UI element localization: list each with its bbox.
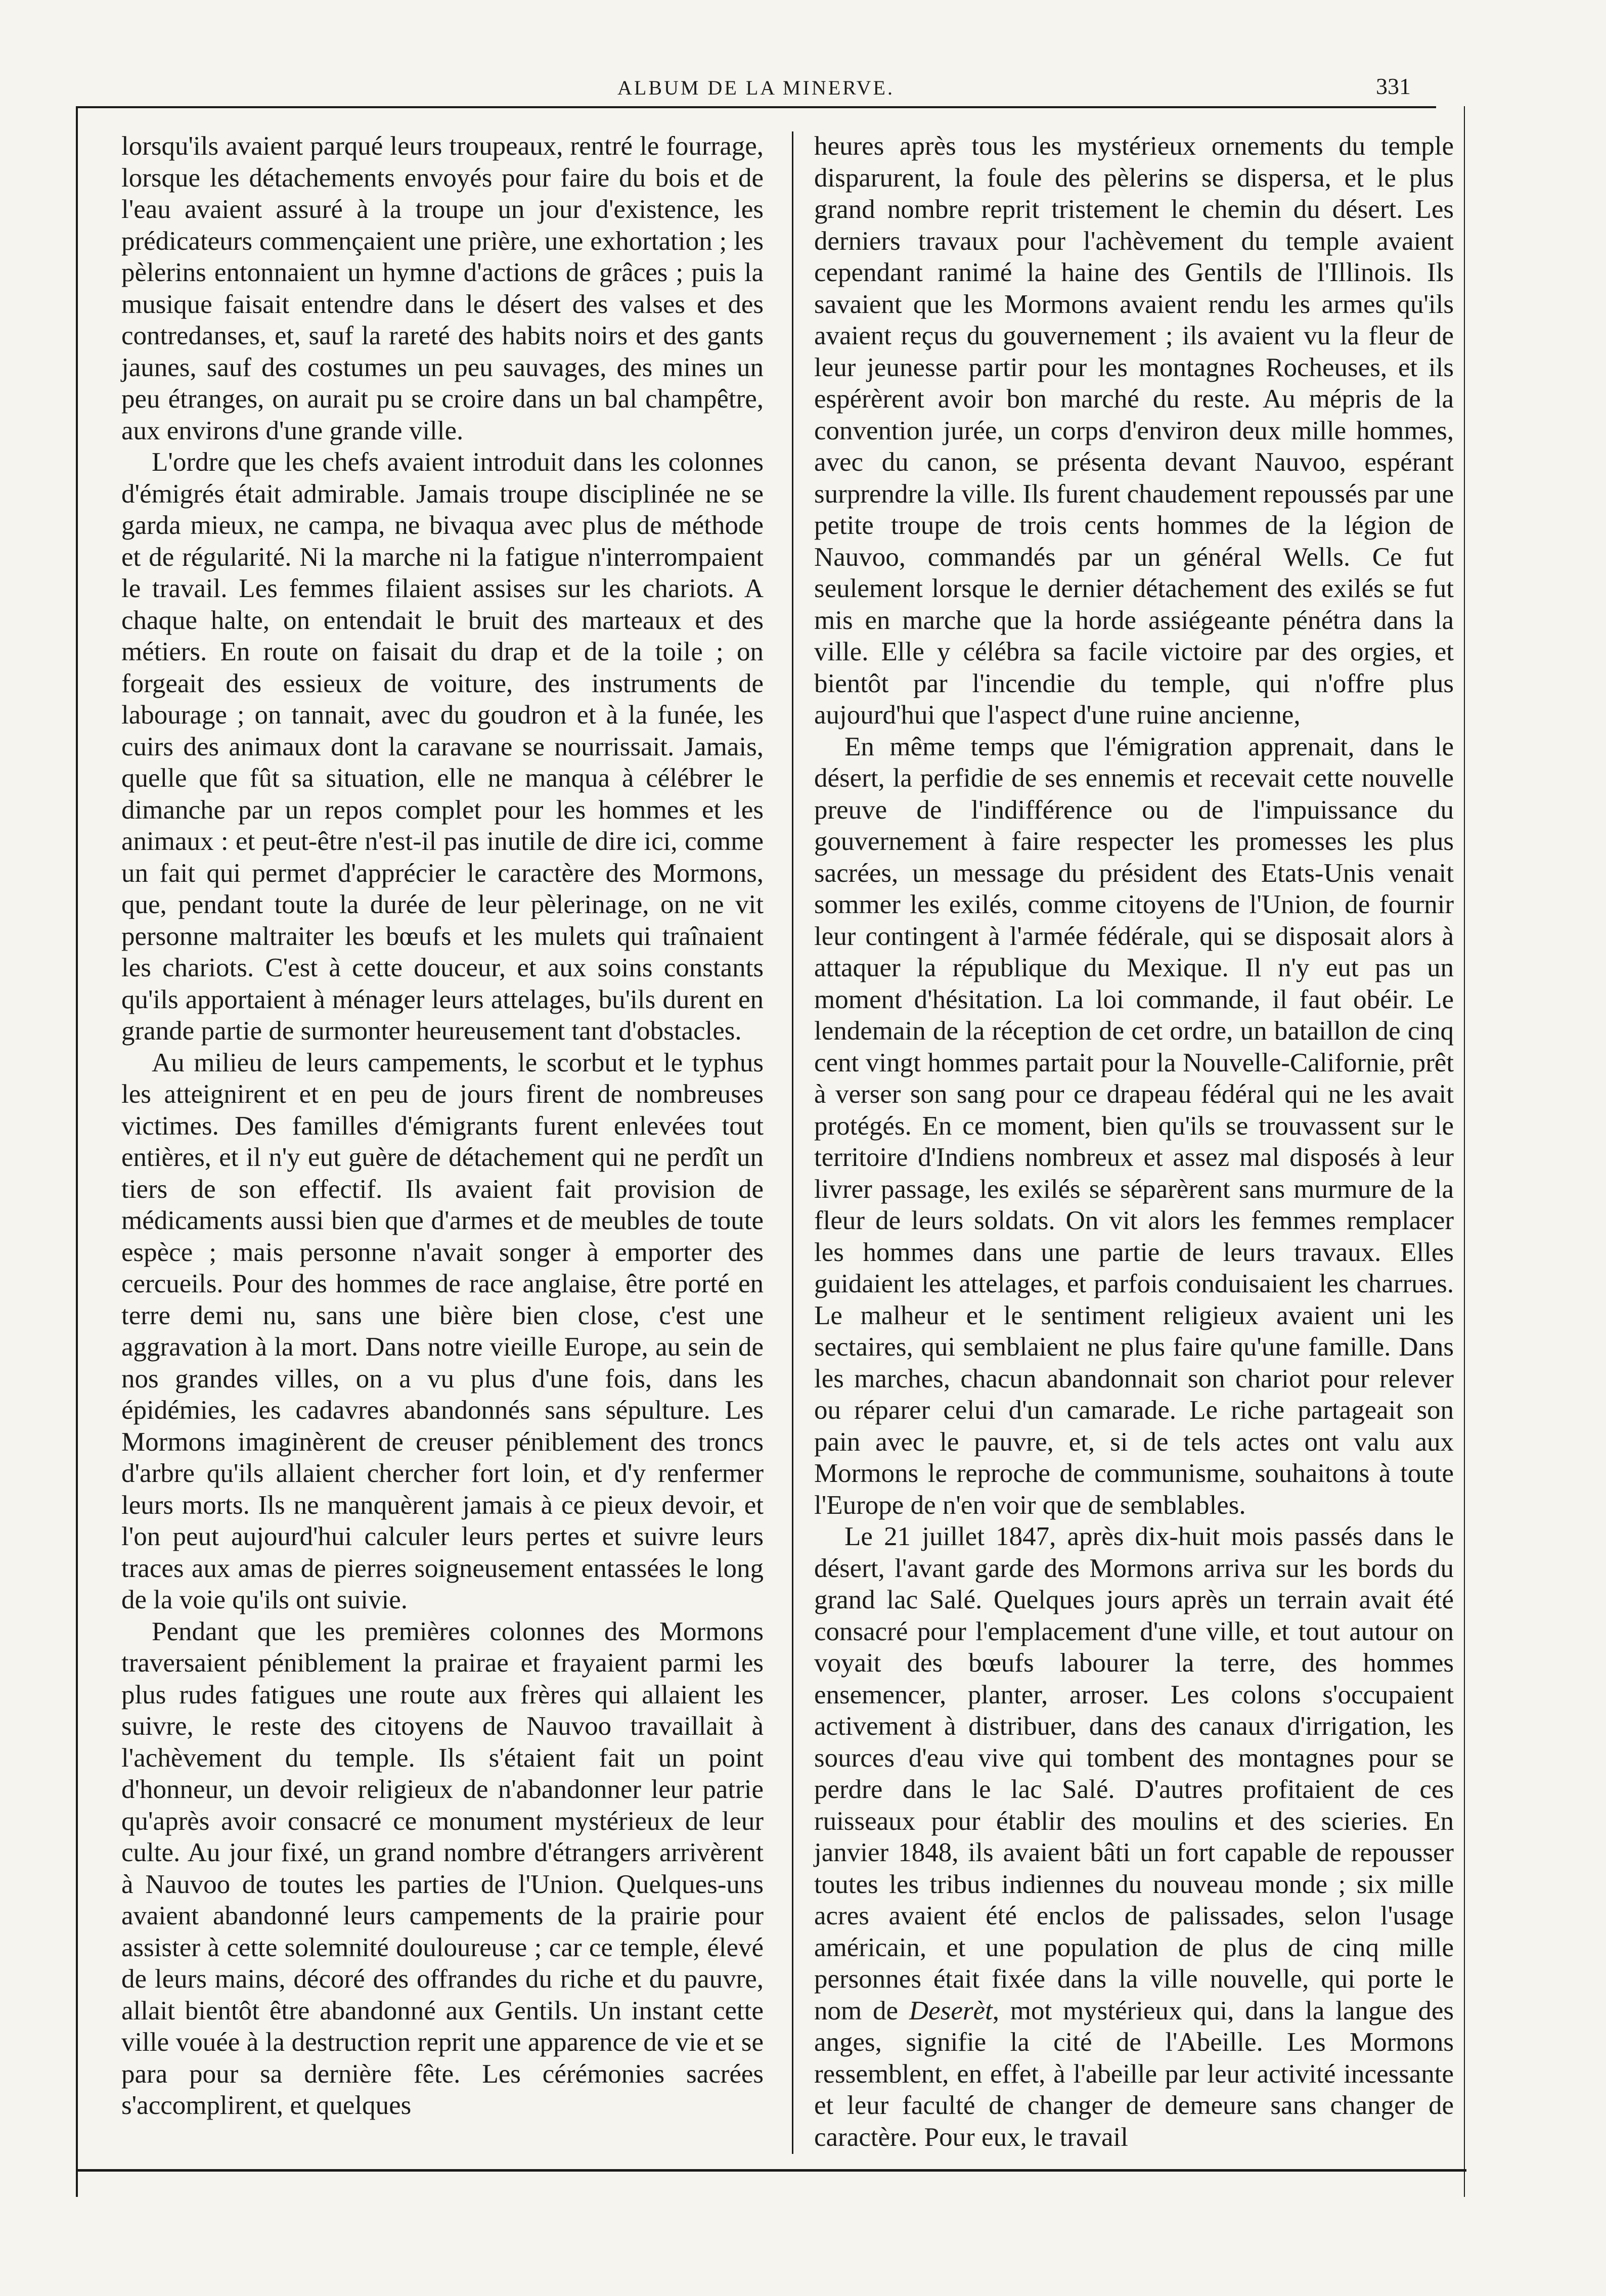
left-column xyxy=(121,130,764,2122)
page-header xyxy=(76,73,1436,104)
place-name-italic: Deserèt xyxy=(909,1996,993,2025)
paragraph: En même temps que l'émigration apprenait, dans le désert, la perfidie de ses ennemis et recevait cette nouvelle preuve de l'indifférence ou de l'impuissance du gouvernement à faire respecter les promesses les plus sacrées, un message du président des Etats-Unis venait sommer les exilés, comme citoyens de l'Union, de fournir leur contingent à l'armée fédérale, qui se disposait alors à attaquer la république du Mexique. Il n'y eut pas un moment d'hésitation. La loi commande, il faut obéir. Le lendemain de la réception de cet ordre, un bataillon de cinq cent vingt hommes partait pour la Nouvelle-Californie, prêt à verser son sang pour ce drapeau fédéral qui ne les avait protégés. En ce moment, bien qu'ils se trouvassent sur le territoire d'Indiens nombreux et assez mal disposés à leur livrer passage, les exilés se séparèrent sans murmure de la fleur de leurs soldats. On vit alors les femmes remplacer les hommes dans une partie de leurs travaux. Elles guidaient les attelages, et parfois conduisaient les charrues. Le malheur et le sentiment religieux avaient uni les sectaires, qui semblaient ne plus faire qu'une famille. Dans les marches, chacun abandonnait son chariot pour relever ou réparer celui d'un camarade. Le riche partageait son pain avec le pauvre, et, si de tels actes ont valu aux Mormons le reproche de communisme, souhaitons à toute l'Europe de n'en voir que de semblables. xyxy=(814,732,1454,1520)
paragraph xyxy=(814,1521,1454,2153)
right-column xyxy=(814,130,1454,2153)
running-title: ALBUM DE LA MINERVE. xyxy=(617,76,895,99)
paragraph-text: Le 21 juillet 1847, après dix-huit mois passés dans le désert, l'avant garde des Mormons arriva sur les bords du grand lac Salé. Quelques jours après un terrain avait été consacré pour l'emplacement d'une ville, et tout autour on voyait des bœufs labourer la terre, des hommes ensemencer, planter, arroser. Les colons s'occupaient activement à distribuer, dans des canaux d'irrigation, les sources d'eau vive qui tombent des montagnes pour se perdre dans le lac Salé. D'autres profitaient de ces ruisseaux pour établir des moulins et des scieries. En janvier 1848, ils avaient bâti un fort capable de repousser toutes les tribus indiennes du nouveau monde ; six mille acres avaient été enclos de palissades, selon l'usage américain, et une population de plus de cinq mille personnes était fixée dans la ville nouvelle, qui porte le nom de xyxy=(814,1522,1454,2025)
right-frame-rule xyxy=(1464,106,1465,2197)
page-number: 331 xyxy=(1376,73,1411,99)
paragraph: L'ordre que les chefs avaient introduit dans les colonnes d'émigrés était admirable. Jamais troupe disciplinée ne se garda mieux, ne campa, ne bivaqua avec plus de méthode et de régularité. Ni la marche ni la fatigue n'interrompaient le travail. Les femmes filaient assises sur les chariots. A chaque halte, on entendait le bruit des marteaux et des métiers. En route on faisait du drap et de la toile ; on forgeait des essieux de voiture, des instruments de labourage ; on tannait, avec du goudron et à la funée, les cuirs des animaux dont la caravane se nourrissait. Jamais, quelle que fût sa situation, elle ne manqua à célébrer le dimanche par un repos complet pour les hommes et les animaux : et peut-être n'est-il pas inutile de dire ici, comme un fait qui permet d'apprécier le caractère des Mormons, que, pendant toute la durée de leur pèlerinage, on ne vit personne maltraiter les bœufs et les mulets qui traînaient les chariots. C'est à cette douceur, et aux soins constants qu'ils apportaient à ménager leurs attelages, bu'ils durent en grande partie de surmonter heureusement tant d'obstacles. xyxy=(121,447,764,1046)
paragraph: lorsqu'ils avaient parqué leurs troupeaux, rentré le fourrage, lorsque les détachements envoyés pour faire du bois et de l'eau avaient assuré à la troupe un jour d'existence, les prédicateurs commençaient une prière, une exhortation ; les pèlerins entonnaient un hymne d'actions de grâces ; puis la musique faisait entendre dans le désert des valses et des contredanses, et, sauf la rareté des habits noirs et des gants jaunes, sauf des costumes un peu sauvages, des mines un peu étranges, on aurait pu se croire dans un bal champêtre, aux environs d'une grande ville. xyxy=(121,131,764,445)
paragraph: heures après tous les mystérieux ornements du temple disparurent, la foule des pèlerins se dispersa, et le plus grand nombre reprit tristement le chemin du désert. Les derniers travaux pour l'achèvement du temple avaient cependant ranimé la haine des Gentils de l'Illinois. Ils savaient que les Mormons avaient rendu les armes qu'ils avaient reçus du gouvernement ; ils avaient vu la fleur de leur jeunesse partir pour les montagnes Rocheuses, et ils espérèrent avoir bon marché du reste. Au mépris de la convention jurée, un corps d'environ deux mille hommes, avec du canon, se présenta devant Nauvoo, espérant surprendre la ville. Ils furent chaudement repoussés par une petite troupe de trois cents hommes de la légion de Nauvoo, commandés par un général Wells. Ce fut seulement lorsque le dernier détachement des exilés se fut mis en marche que la horde assiégeante pénétra dans la ville. Elle y célébra sa facile victoire par des orgies, et bientôt par l'incendie du temple, qui n'offre plus aujourd'hui que l'aspect d'une ruine ancienne, xyxy=(814,131,1454,730)
paragraph-text: , mot mystérieux qui, dans la langue des anges, signifie la cité de l'Abeille. Les Mormons ressemblent, en effet, à l'abeille par leur activité incessante et leur faculté de changer de demeure sans changer de caractère. Pour eux, le travail xyxy=(814,1996,1454,2152)
footer-rule xyxy=(76,2169,1466,2172)
left-frame-rule xyxy=(76,106,78,2197)
paragraph: Au milieu de leurs campements, le scorbut et le typhus les atteignirent et en peu de jours firent de nombreuses victimes. Des familles d'émigrants furent enlevées tout entières, et il n'y eut guère de détachement qui ne perdît un tiers de son effectif. Ils avaient fait provision de médicaments aussi bien que d'armes et de meubles de toute espèce ; mais personne n'avait songer à emporter des cercueils. Pour des hommes de race anglaise, être porté en terre demi nu, sans une bière bien close, c'est une aggravation à la mort. Dans notre vieille Europe, au sein de nos grandes villes, on a vu plus d'une fois, dans les épidémies, les cadavres abandonnés sans sépulture. Les Mormons imaginèrent de creuser péniblement des troncs d'arbre qu'ils allaient chercher fort loin, et d'y renfermer leurs morts. Ils ne manquèrent jamais à ce pieux devoir, et l'on peut aujourd'hui calculer leurs pertes et suivre leurs traces aux amas de pierres soigneusement entassées le long de la voie qu'ils ont suivie. xyxy=(121,1048,764,1614)
column-divider xyxy=(792,131,793,2154)
paragraph: Pendant que les premières colonnes des Mormons traversaient péniblement la prairae et frayaient parmi les plus rudes fatigues une route aux frères qui allaient les suivre, le reste des citoyens de Nauvoo travaillait à l'achèvement du temple. Ils s'étaient fait un point d'honneur, un devoir religieux de n'abandonner leur patrie qu'après avoir consacré ce monument mystérieux de leur culte. Au jour fixé, un grand nombre d'étrangers arrivèrent à Nauvoo de toutes les parties de l'Union. Quelques-uns avaient abandonné leurs campements de la prairie pour assister à cette solemnité douloureuse ; car ce temple, élevé de leurs mains, décoré des offrandes du riche et du pauvre, allait bientôt être abandonné aux Gentils. Un instant cette ville vouée à la destruction reprit une apparence de vie et se para pour sa dernière fête. Les cérémonies sacrées s'accomplirent, et quelques xyxy=(121,1616,764,2120)
header-rule xyxy=(76,106,1436,108)
